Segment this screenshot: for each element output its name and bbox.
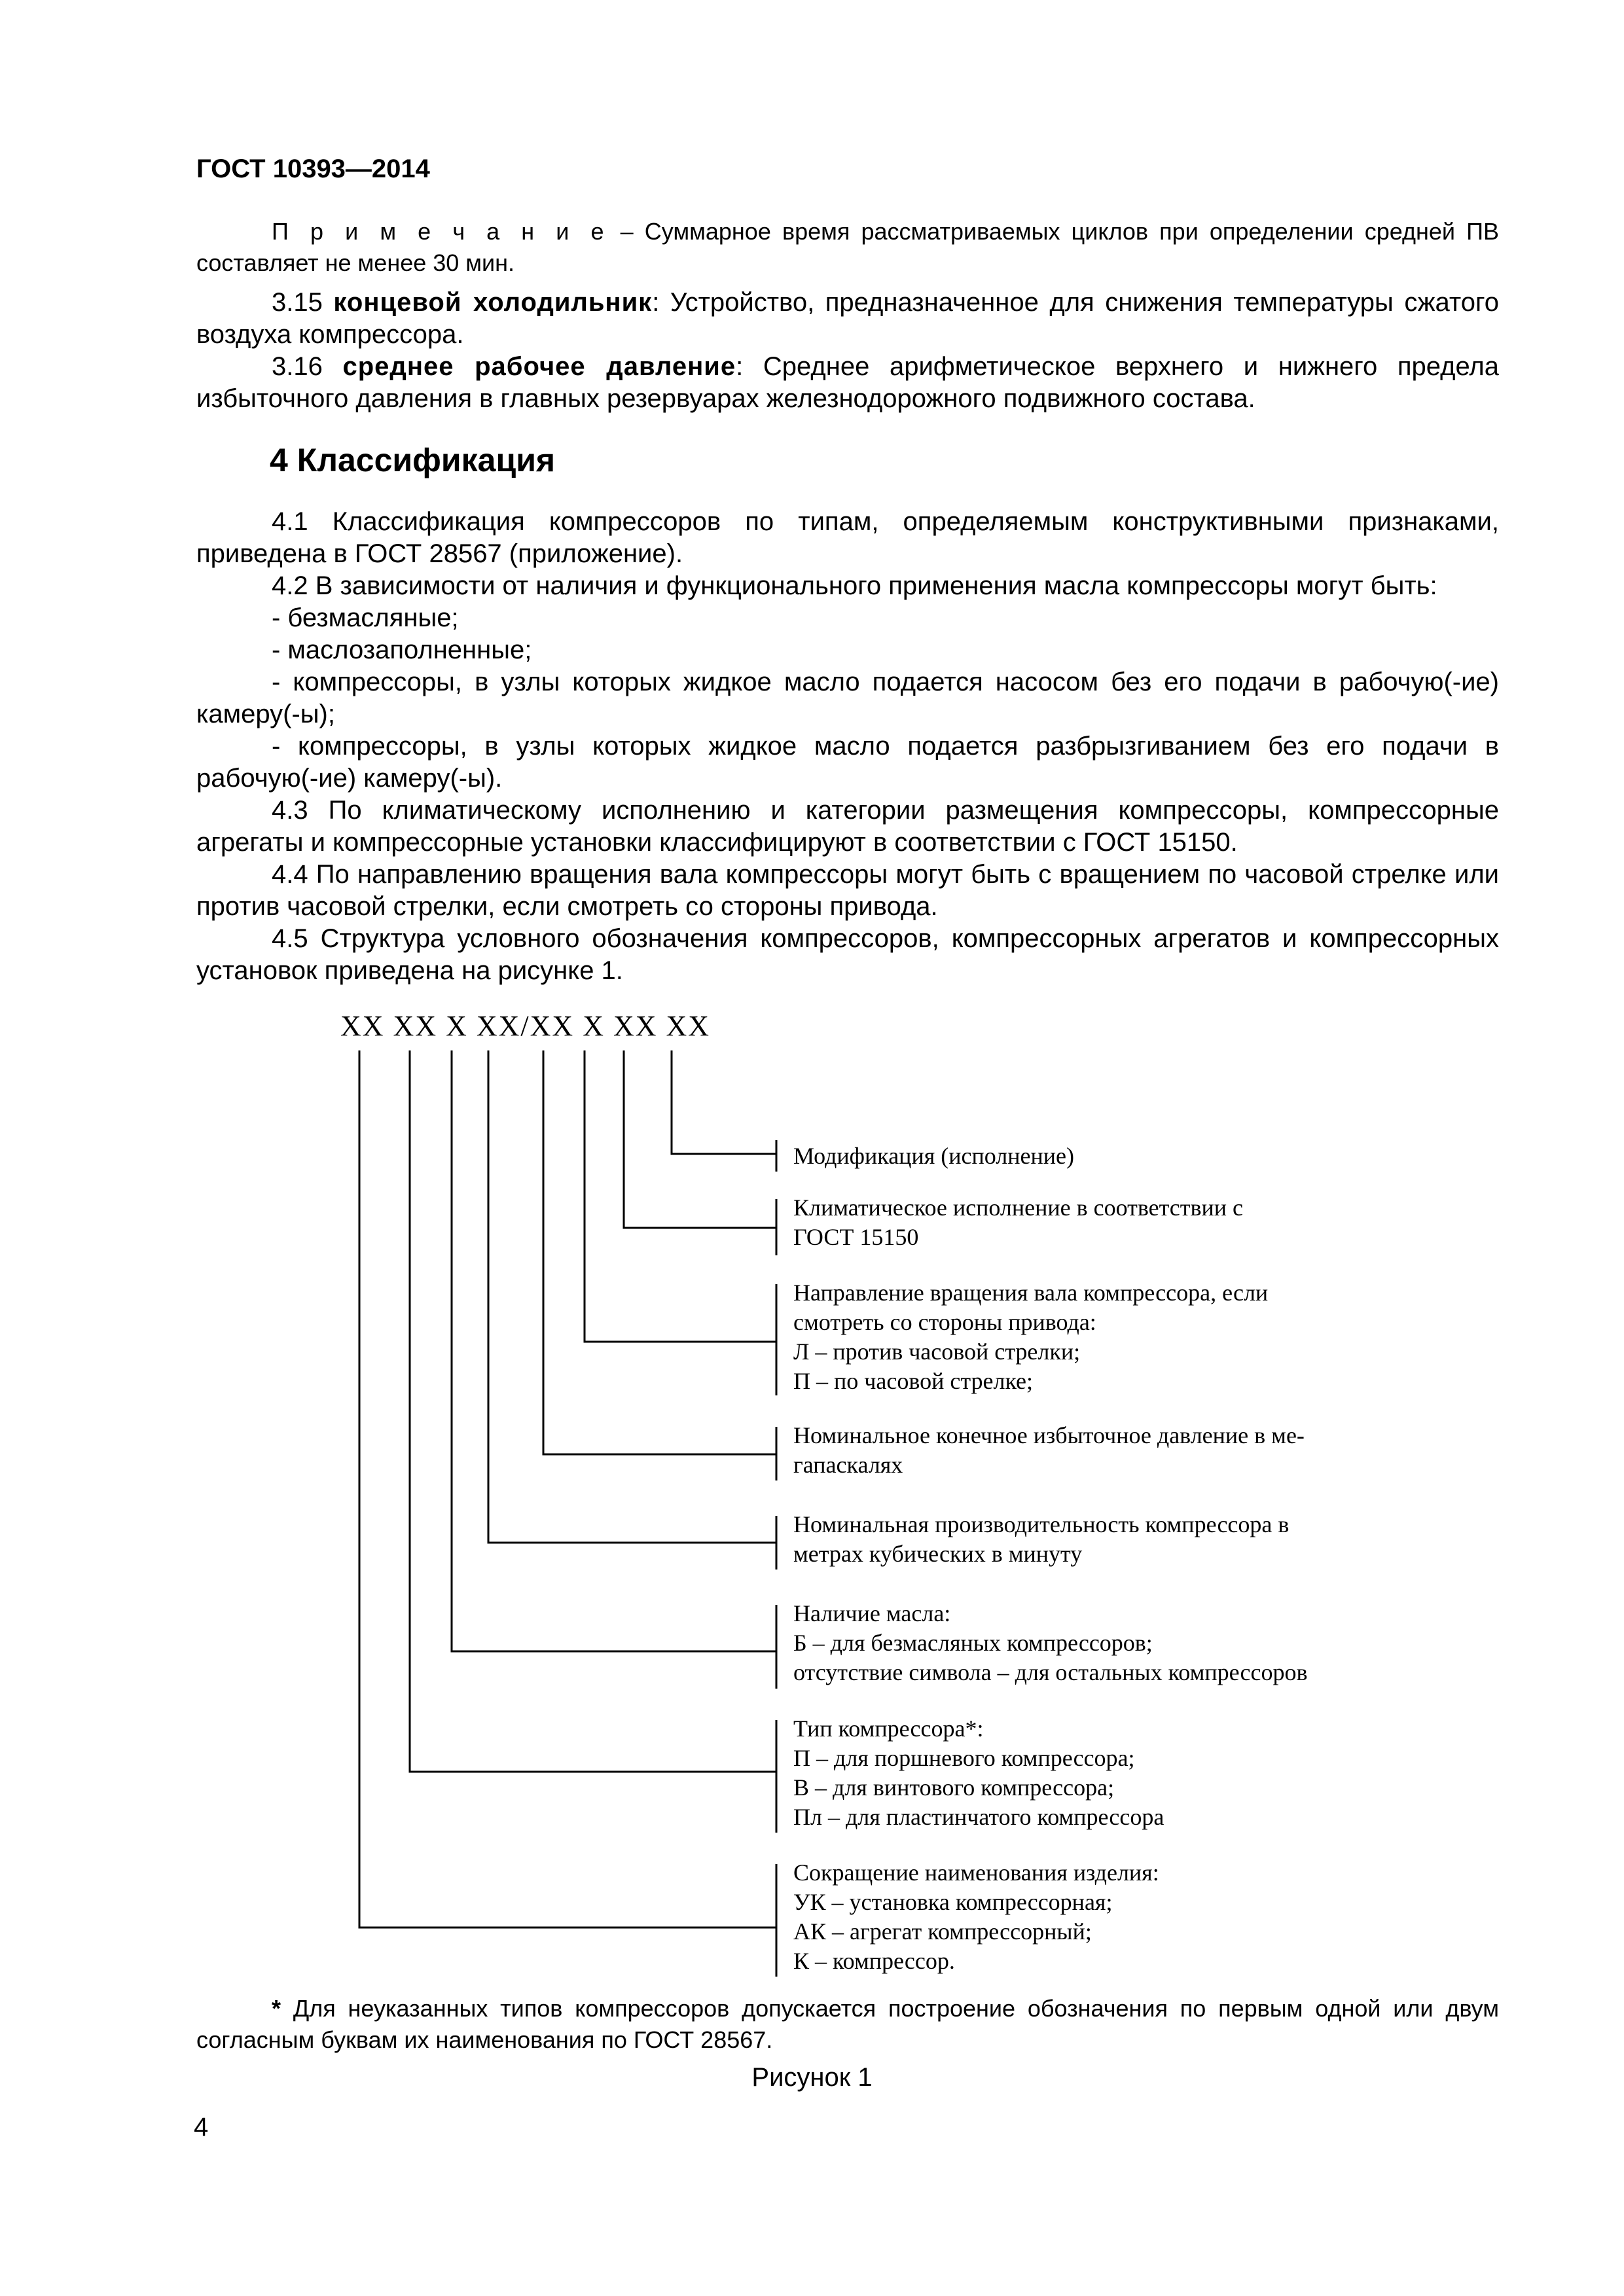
note-text: – Суммарное время рассматриваемых циклов при определении средней ПВ составляет не менее 30 мин.: [196, 218, 1499, 276]
label-line: К – компрессор.: [793, 1948, 955, 1974]
label-line: Наличие масла:: [793, 1600, 951, 1626]
paragraph-4-4: 4.4 По направлению вращения вала компрессоры могут быть с вращением по часовой стрелке или против часовой стрелки, если смотреть со стороны привода.: [196, 860, 1499, 921]
paragraph-4-5: 4.5 Структура условного обозначения компрессоров, компрессорных агрегатов и компрессорных установок приведена на рисунке 1.: [196, 924, 1499, 985]
connector-line: [452, 1050, 776, 1651]
document-header: ГОСТ 10393—2014: [196, 154, 430, 183]
connector-line: [543, 1050, 776, 1454]
label-line: П – для поршневого компрессора;: [793, 1745, 1135, 1771]
label-line: Модификация (исполнение): [793, 1143, 1074, 1169]
label-line: В – для винтового компрессора;: [793, 1774, 1115, 1801]
paragraph-4-1: 4.1 Классификация компрессоров по типам, определяемым конструктивными признаками, приведена в ГОСТ 28567 (приложение).: [196, 507, 1499, 568]
paragraph-4-2: 4.2 В зависимости от наличия и функционального применения масла компрессоры могут быть:: [272, 571, 1437, 600]
list-item: - маслозаполненные;: [272, 636, 532, 664]
label-line: отсутствие символа – для остальных компрессоров: [793, 1659, 1308, 1685]
label-line: ГОСТ 15150: [793, 1224, 919, 1250]
section-title: 4 Классификация: [270, 442, 556, 478]
page-number: 4: [194, 2113, 209, 2142]
label-climate: [793, 1194, 1243, 1250]
label-line: АК – агрегат компрессорный;: [793, 1918, 1092, 1945]
label-oil: [793, 1600, 1307, 1685]
designation-code: XX XX X XX/XX X XX XX: [340, 1010, 711, 1042]
definition-number: 3.16: [272, 352, 343, 381]
footnote-text: Для неуказанных типов компрессоров допускается построение обозначения по первым одной или двум согласным буквам их наименования по ГОСТ 28567.: [196, 1995, 1499, 2053]
label-line: Направление вращения вала компрессора, если: [793, 1280, 1269, 1306]
connector-line: [488, 1050, 776, 1543]
footnote: [196, 1993, 1499, 2056]
label-line: Номинальная производительность компрессора в: [793, 1511, 1290, 1537]
label-line: Пл – для пластинчатого компрессора: [793, 1804, 1164, 1830]
connector-lines: [359, 1050, 776, 1977]
footnote-star: *: [272, 1995, 281, 2022]
label-capacity: [793, 1511, 1289, 1567]
connector-line: [624, 1050, 776, 1228]
label-compressor-type: [793, 1715, 1164, 1830]
definition-term: среднее рабочее давление: [342, 352, 736, 381]
list-item: - безмасляные;: [272, 603, 459, 632]
label-line: гапаскалях: [793, 1452, 903, 1478]
definition-text: : Среднее арифметическое верхнего и нижнего предела избыточного давления в главных резервуарах железнодорожного подвижного состава.: [196, 352, 1500, 413]
figure-caption: Рисунок 1: [751, 2063, 873, 2092]
list-item: - компрессоры, в узлы которых жидкое масло подается насосом без его подачи в рабочую(-ие) камеру(-ы);: [196, 668, 1499, 728]
label-line: Номинальное конечное избыточное давление в ме-: [793, 1422, 1305, 1448]
label-rotation: [793, 1280, 1268, 1394]
definition-term: концевой холодильник: [333, 288, 653, 317]
definition-text: : Устройство, предназначенное для снижения температуры сжатого воздуха компрессора.: [196, 288, 1499, 349]
list-item: - компрессоры, в узлы которых жидкое масло подается разбрызгиванием без его подачи в рабочую(-ие) камеру(-ы).: [196, 732, 1499, 793]
label-line: метрах кубических в минуту: [793, 1541, 1083, 1567]
label-line: Климатическое исполнение в соответствии с: [793, 1194, 1244, 1221]
label-line: УК – установка компрессорная;: [793, 1889, 1113, 1915]
definition-number: 3.15: [272, 288, 334, 317]
connector-line: [672, 1050, 776, 1154]
connector-line: [585, 1050, 776, 1342]
label-line: Л – против часовой стрелки;: [793, 1338, 1081, 1365]
note-label: П р и м е ч а н и е: [272, 218, 609, 245]
label-line: П – по часовой стрелке;: [793, 1368, 1034, 1394]
label-line: Тип компрессора*:: [793, 1715, 984, 1742]
label-modification: [793, 1143, 1074, 1169]
label-pressure: [793, 1422, 1305, 1478]
label-product-abbreviation: [793, 1859, 1159, 1974]
label-line: смотреть со стороны привода:: [793, 1309, 1096, 1335]
connector-line: [410, 1050, 776, 1772]
paragraph-4-3: 4.3 По климатическому исполнению и категории размещения компрессоры, компрессорные агрегаты и компрессорные установки классифицируют в соответствии с ГОСТ 15150.: [196, 796, 1499, 857]
connector-line: [359, 1050, 776, 1928]
label-line: Сокращение наименования изделия:: [793, 1859, 1159, 1886]
label-line: Б – для безмасляных компрессоров;: [793, 1630, 1153, 1656]
